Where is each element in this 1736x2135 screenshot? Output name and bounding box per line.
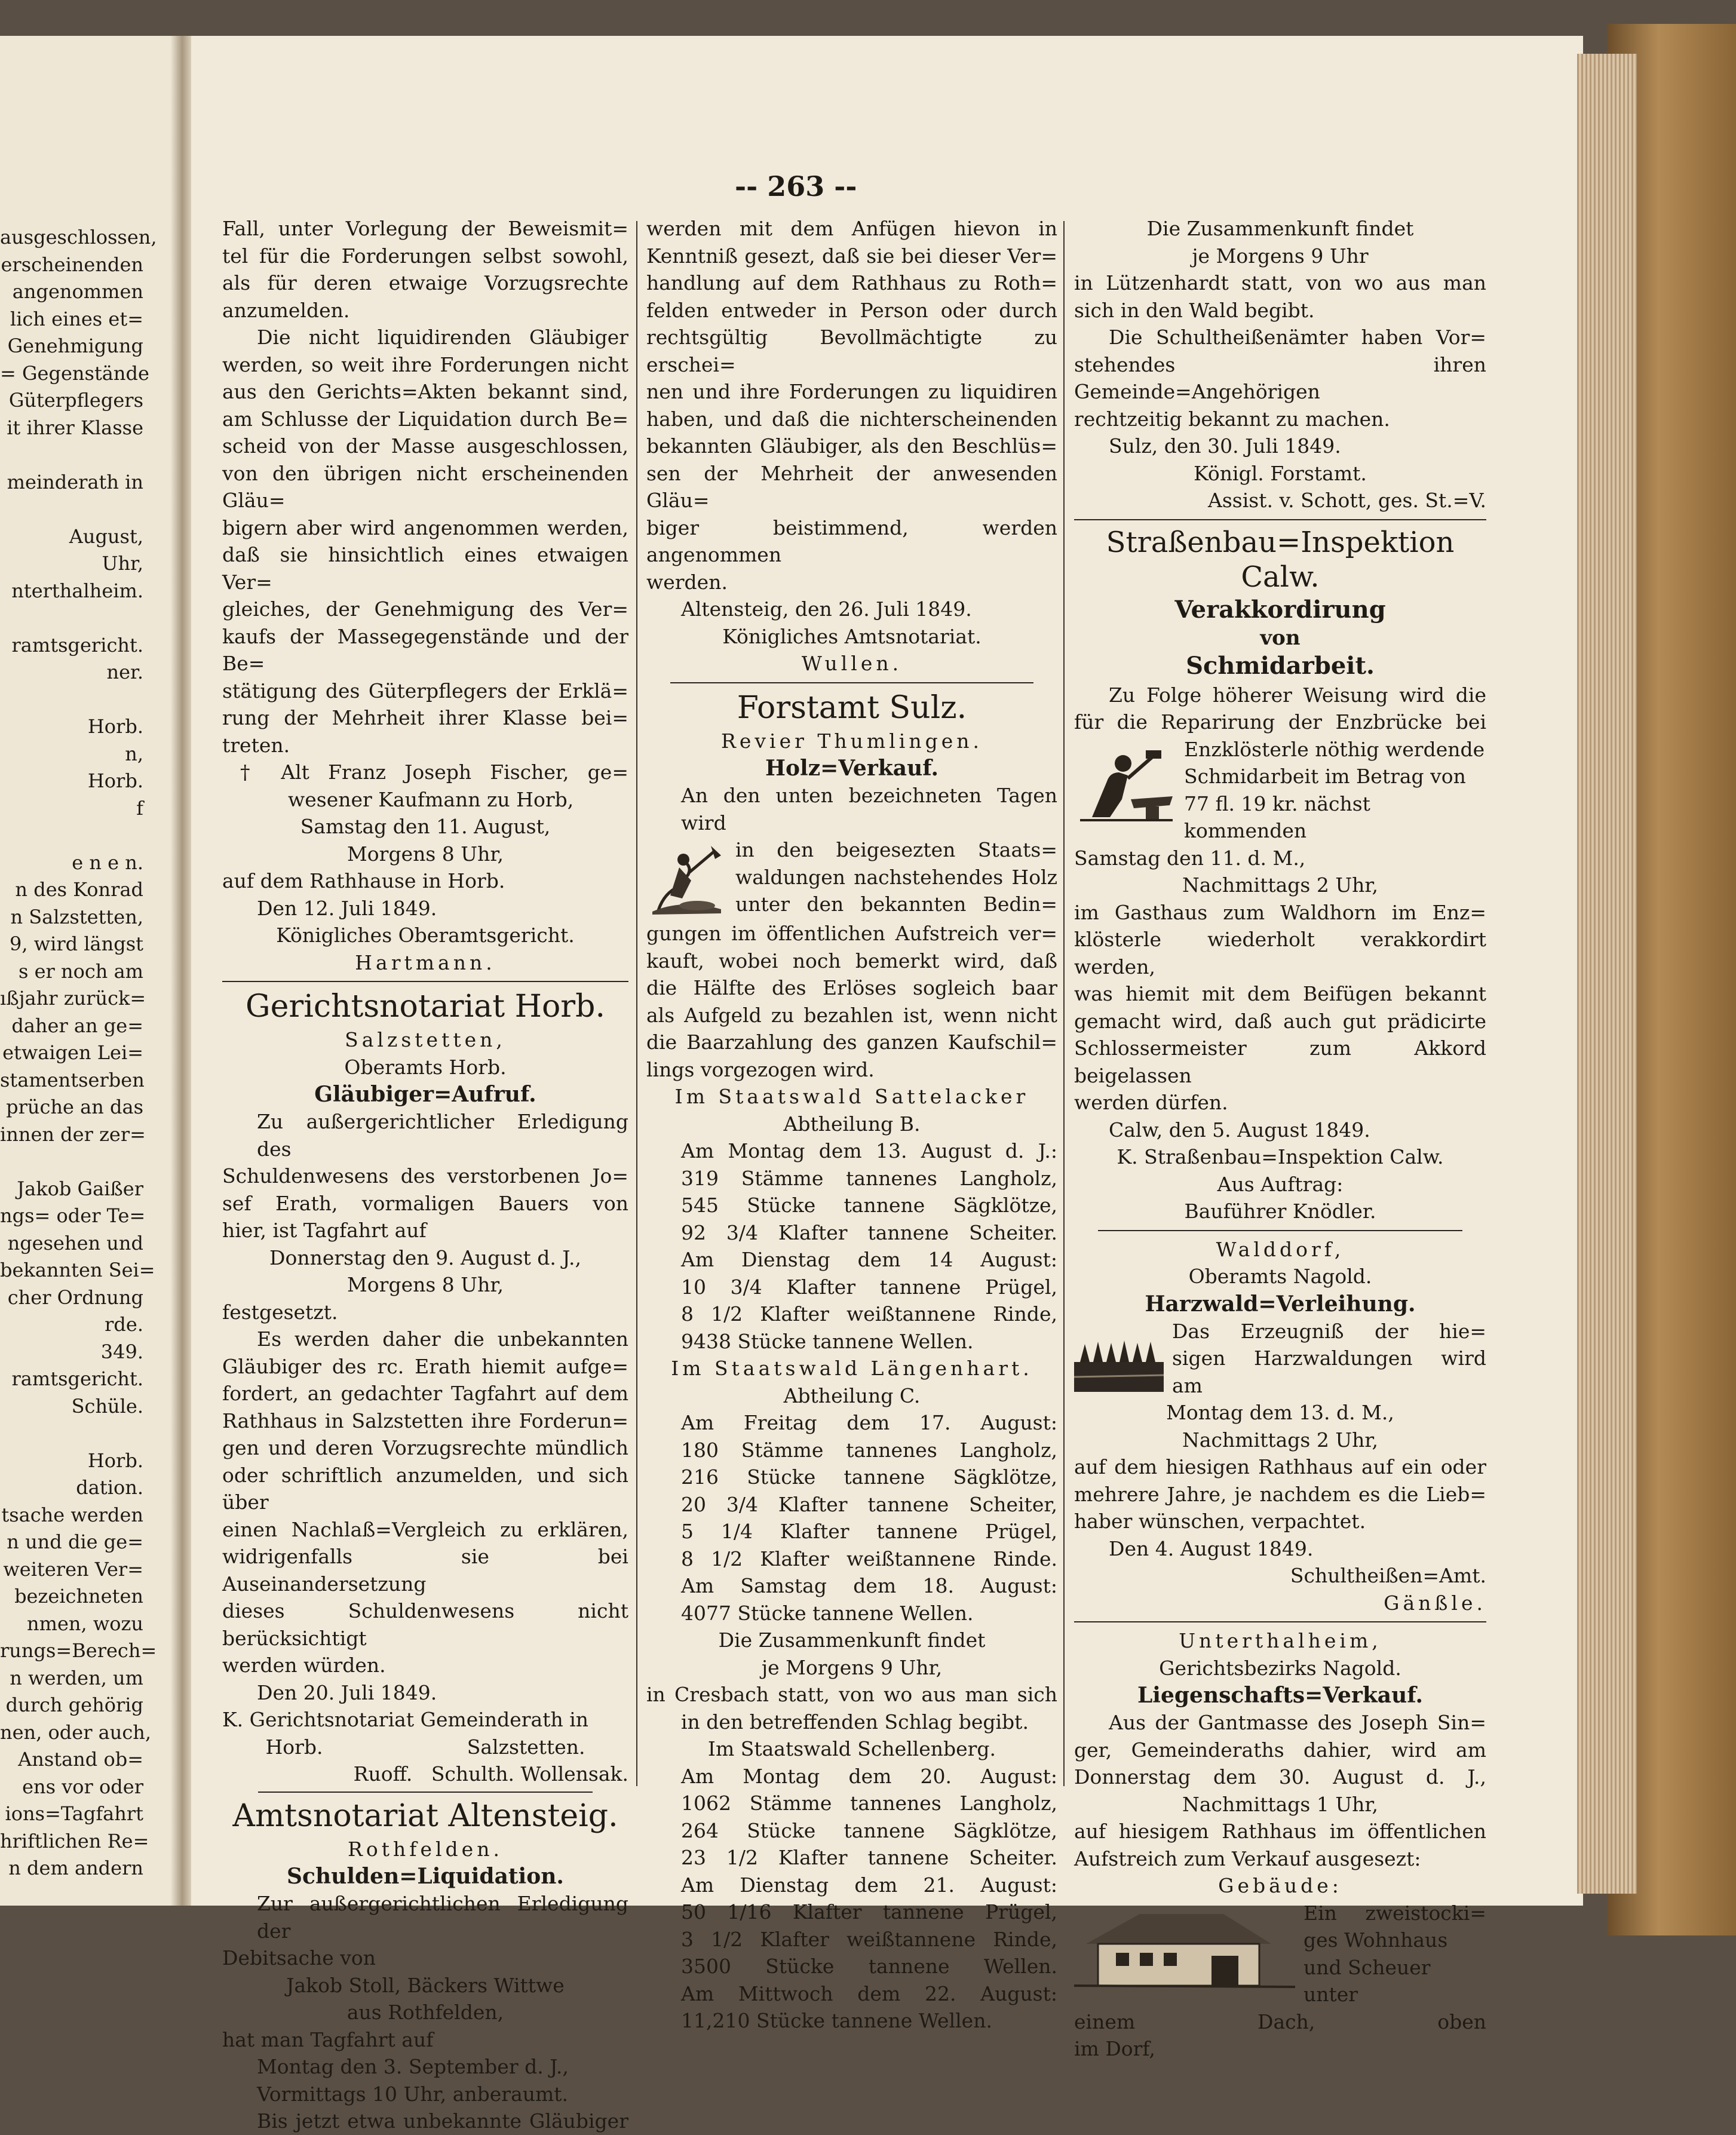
left-page-line: rde.	[105, 1313, 143, 1336]
left-page-line: Anstand ob=	[18, 1748, 143, 1771]
page-edges	[1577, 54, 1637, 1894]
left-page-line: erscheinenden	[1, 253, 143, 276]
left-page-line: bekannten Sei=	[0, 1259, 155, 1281]
signature-line: Horb. Salzstetten.	[265, 1735, 585, 1759]
left-page-line: ramtsgericht.	[11, 633, 143, 657]
notice-forstamt-sulz	[646, 688, 1057, 2035]
text-line: als für deren etwaige Vorzugsrechte	[222, 271, 628, 295]
text-line: Fall, unter Vorlegung der Beweismit=	[222, 217, 628, 240]
left-page-line: dation.	[76, 1476, 143, 1499]
text-line: werden dürfen.	[1074, 1091, 1228, 1114]
section-rule	[1074, 519, 1486, 520]
left-page-line: Uhr,	[102, 552, 143, 575]
wood-lot-line: 180 Stämme tannenes Langholz,	[681, 1438, 1057, 1462]
text-line: mehrere Jahre, je nachdem es die Lieb=	[1074, 1482, 1486, 1506]
wood-lot-line: 4077 Stücke tannene Wellen.	[681, 1601, 974, 1625]
left-page-line	[0, 441, 143, 469]
text-line: kaufs der Massegegenstände und der Be=	[222, 624, 628, 675]
left-page-line	[0, 1148, 143, 1176]
notice-subtitle: von	[1260, 625, 1301, 650]
text-line: Aufstreich zum Verkauf ausgesezt:	[1074, 1846, 1421, 1870]
left-page-line: nen, oder auch,	[0, 1720, 152, 1744]
left-page-line: daher an ge=	[11, 1014, 143, 1037]
notice-walddorf	[1074, 1236, 1486, 1617]
column-rule	[1063, 221, 1065, 1786]
text-line: lings vorgezogen wird.	[646, 1057, 875, 1081]
text-line: hier, ist Tagfahrt auf	[222, 1219, 427, 1242]
date-line: Vormittags 10 Uhr, anberaumt.	[257, 2082, 569, 2106]
text-line: haben, und daß die nichterscheinenden	[646, 407, 1057, 431]
text-line: für die Reparirung der Enzbrücke bei	[1074, 710, 1486, 734]
left-page-line: ngs= oder Te=	[0, 1204, 146, 1227]
text-line: auf dem Rathhause in Horb.	[222, 869, 505, 892]
wood-lot-line: 319 Stämme tannenes Langholz,	[681, 1166, 1057, 1190]
left-page-line: ramtsgericht.	[11, 1367, 143, 1390]
wood-lot-line: 545 Stücke tannene Sägklötze,	[681, 1194, 1057, 1217]
text-line: werden mit dem Anfügen hievon in	[646, 217, 1057, 240]
text-line: Schmidarbeit im Betrag von	[1184, 765, 1466, 788]
wood-lot-line: 264 Stücke tannene Sägklötze,	[681, 1818, 1057, 1842]
notice-title: Forstamt Sulz.	[737, 689, 967, 726]
place-line: Unterthalheim,	[1179, 1629, 1382, 1652]
text-line: sen der Mehrheit der anwesenden Gläu=	[646, 461, 1057, 512]
text-line: die Baarzahlung des ganzen Kaufschil=	[646, 1030, 1057, 1054]
text-line: in den betreffenden Schlag begibt.	[681, 1710, 1029, 1734]
text-line: in Cresbach statt, von wo aus man sich	[646, 1683, 1057, 1706]
wood-lot-line: 8 1/2 Klafter weißtannene Rinde.	[681, 1547, 1057, 1570]
text-line: Kenntniß gesezt, daß sie bei dieser Ver=	[646, 244, 1057, 268]
text-line: unter den bekannten Bedin=	[735, 892, 1057, 916]
left-page-line: weiteren Ver=	[3, 1557, 143, 1581]
dated-line: Den 20. Juli 1849.	[257, 1680, 437, 1704]
text-line: in den beigesezten Staats=	[735, 838, 1057, 861]
text-line: Zu Folge höherer Weisung wird die	[1109, 683, 1486, 707]
text-line: die Hälfte des Erlöses sogleich baar	[646, 976, 1057, 999]
section-rule	[1098, 1230, 1462, 1231]
text-line: Zu außergerichtlicher Erledigung des	[257, 1110, 628, 1161]
left-page-line	[0, 1420, 143, 1447]
left-page-line: n Salzstetten,	[10, 905, 143, 928]
dated-line: Sulz, den 30. Juli 1849.	[1109, 434, 1341, 458]
notice-title: Gerichtsnotariat Horb.	[246, 989, 605, 1024]
date-line: Montag den 3. September d. J.,	[257, 2055, 569, 2078]
text-line: Ein zweistocki=	[1303, 1901, 1486, 1925]
wood-lot-line: 20 3/4 Klafter tannene Scheiter,	[681, 1492, 1057, 1516]
text-line: Die Schultheißenämter haben Vor=	[1109, 326, 1486, 349]
date-line: Donnerstag den 9. August d. J.,	[269, 1246, 581, 1269]
book-gutter	[170, 36, 194, 1906]
left-page-line: ıßjahr zurück=	[0, 987, 146, 1010]
left-page-line: e n e n.	[72, 851, 143, 874]
left-page-line: Güterpflegers	[8, 389, 143, 412]
column-1	[222, 215, 628, 2135]
wood-lot-line: Am Montag dem 13. August d. J.:	[681, 1139, 1057, 1162]
signature: Assist. v. Schott, ges. St.=V.	[1208, 489, 1486, 512]
date-line: Montag dem 13. d. M.,	[1166, 1401, 1394, 1424]
text-line: auf dem hiesigen Rathhaus auf ein oder	[1074, 1455, 1486, 1478]
text-line: scheid von der Masse ausgeschlossen,	[222, 434, 628, 458]
notice-strassenbau-calw	[1074, 525, 1486, 1225]
text-line: dieses Schuldenwesens nicht berücksichtigt	[222, 1599, 628, 1650]
text-line: von den übrigen nicht erscheinenden Gläu=	[222, 461, 628, 512]
left-page-line: Horb.	[87, 715, 143, 738]
left-page-line: angenommen	[12, 280, 143, 303]
meeting-line: je Morgens 9 Uhr	[1192, 244, 1369, 268]
left-page-line: August,	[69, 524, 143, 548]
left-page-line: etwaigen Lei=	[2, 1041, 143, 1064]
left-page-line	[0, 605, 143, 632]
text-line: Zur außergerichtlichen Erledigung der	[257, 1892, 628, 1943]
text-line: anzumelden.	[222, 298, 350, 322]
section-rule	[222, 981, 628, 982]
text-line: Samstag den 11. d. M.,	[1074, 846, 1306, 870]
wood-lot-line: Am Samstag dem 18. August:	[681, 1574, 1057, 1597]
text-line: einen Nachlaß=Vergleich zu erklären,	[222, 1517, 628, 1541]
text-line: Gläubiger des rc. Erath hiemit aufge=	[222, 1354, 628, 1378]
left-page-line: ens vor oder	[22, 1775, 143, 1798]
dated-line: Calw, den 5. August 1849.	[1109, 1118, 1370, 1142]
wood-lot-line: Am Dienstag dem 14 August:	[681, 1248, 1057, 1271]
notice-subtitle: Harzwald=Verleihung.	[1145, 1291, 1416, 1317]
time-line: Nachmittags 1 Uhr,	[1182, 1792, 1379, 1816]
text-line: Enzklösterle nöthig werdende	[1184, 737, 1485, 761]
signature: Bauführer Knödler.	[1184, 1200, 1376, 1223]
section-rule	[1074, 1621, 1486, 1622]
text-line: am Schlusse der Liquidation durch Be=	[222, 407, 628, 431]
left-page-line: hriftlichen Re=	[0, 1829, 149, 1852]
column-rule	[636, 221, 637, 1786]
left-page-line: n dem andern	[8, 1857, 143, 1879]
left-page-column	[0, 224, 157, 1882]
farmhouse-icon	[1074, 1902, 1295, 1992]
left-page-line: nmen, wozu	[27, 1612, 143, 1635]
left-page-line: bezeichneten	[14, 1585, 143, 1608]
place-line: Rothfelden.	[348, 1837, 503, 1861]
wood-lot-line: 11,210 Stücke tannene Wellen.	[681, 2009, 992, 2032]
text-line: was hiemit mit dem Beifügen bekannt	[1074, 982, 1486, 1005]
forest-name: Im Staatswald Schellenberg.	[707, 1737, 996, 1760]
text-line: werden, so weit ihre Forderungen nicht	[222, 352, 628, 376]
text-line: sich in den Wald begibt.	[1074, 298, 1315, 322]
left-page-line: cher Ordnung	[7, 1286, 143, 1309]
text-line: bekannten Gläubiger, als den Beschlüs=	[646, 434, 1057, 458]
text-line: ges Wohnhaus	[1303, 1928, 1448, 1952]
section-rule	[258, 1792, 593, 1793]
wood-lot-line: Am Mittwoch dem 22. August:	[681, 1981, 1057, 2005]
forest-division: Abtheilung C.	[783, 1384, 921, 1407]
wood-lot-line: 216 Stücke tannene Sägklötze,	[681, 1465, 1057, 1489]
notice-title: Amtsnotariat Altensteig.	[232, 1797, 618, 1834]
left-page-line: s er noch am	[19, 959, 143, 983]
text-line: Es werden daher die unbekannten	[257, 1327, 628, 1351]
notice-subtitle: Verakkordirung	[1174, 595, 1386, 624]
text-line: werden würden.	[222, 1654, 386, 1677]
column-2	[646, 215, 1057, 2035]
forest-name: Im Staatswald Längenhart.	[671, 1357, 1033, 1380]
left-page-line	[0, 496, 143, 523]
left-page-line: tsache werden	[1, 1503, 143, 1526]
text-line: bigern aber wird angenommen werden,	[222, 516, 628, 539]
left-page-line: Genehmigung	[7, 335, 143, 357]
text-line: Das Erzeugniß der hie=	[1172, 1319, 1486, 1343]
text-line: Schlossermeister zum Akkord beigelassen	[1074, 1036, 1486, 1087]
text-line: Aus der Gantmasse des Joseph Sin=	[1109, 1711, 1486, 1734]
wood-lot-line: 3500 Stücke tannene Wellen.	[681, 1955, 1057, 1978]
signature: Wullen.	[801, 652, 903, 675]
wood-lot-line: 10 3/4 Klafter tannene Prügel,	[681, 1275, 1057, 1299]
wood-lot-line: 1062 Stämme tannenes Langholz,	[681, 1792, 1057, 1815]
meeting-line: Die Zusammenkunft findet	[1146, 217, 1414, 240]
signature: Hartmann.	[355, 950, 496, 974]
left-page-line: = Gegenstände	[0, 361, 149, 385]
left-page-line: rungs=Berech=	[0, 1639, 157, 1662]
wood-lot-line: 92 3/4 Klafter tannene Scheiter.	[681, 1220, 1057, 1244]
notice-title: Calw.	[1241, 560, 1320, 594]
notice-gerichtsnotariat-horb	[222, 987, 628, 1788]
place-line: Walddorf,	[1216, 1237, 1345, 1261]
text-line: † Alt Franz Joseph Fischer, ge=	[240, 760, 628, 784]
text-line: Rathhaus in Salzstetten ihre Forderun=	[222, 1409, 628, 1432]
text-line: treten.	[222, 733, 290, 757]
smith-icon	[1074, 740, 1176, 823]
wood-lot-line: 3 1/2 Klafter weißtannene Rinde,	[681, 1927, 1057, 1951]
text-line: festgesetzt.	[222, 1300, 338, 1324]
text-line: rechtzeitig bekannt zu machen.	[1074, 407, 1390, 431]
text-line: gemacht wird, daß auch gut prädicirte	[1074, 1009, 1486, 1033]
left-page-line: n des Konrad	[15, 878, 143, 901]
date-line: Morgens 8 Uhr,	[347, 842, 504, 866]
text-line: 77 fl. 19 kr. nächst kommenden	[1184, 792, 1370, 842]
text-line: fordert, an gedachter Tagfahrt auf dem	[222, 1382, 628, 1405]
authority: Schultheißen=Amt.	[1290, 1564, 1486, 1587]
forest-division: Abtheilung B.	[783, 1112, 921, 1136]
text-line: Debitsache von	[222, 1946, 376, 1970]
wood-lot-line: Am Dienstag dem 21. August:	[681, 1873, 1057, 1897]
text-line: im Gasthaus zum Waldhorn im Enz=	[1074, 900, 1486, 924]
text-line: tel für die Forderungen selbst sowohl,	[222, 244, 628, 268]
text-line: daß sie hinsichtlich eines etwaigen Ver=	[222, 543, 628, 594]
text-line: in Lützenhardt statt, von wo aus man	[1074, 271, 1486, 295]
authority: K. Straßenbau=Inspektion Calw.	[1117, 1145, 1444, 1168]
district-line: Gerichtsbezirks Nagold.	[1159, 1656, 1401, 1680]
left-page-line: ngesehen und	[7, 1231, 143, 1254]
text-line: und Scheuer unter	[1303, 1955, 1431, 2006]
district-line: Oberamts Horb.	[344, 1055, 507, 1079]
text-line: Schuldenwesens des verstorbenen Jo=	[222, 1164, 628, 1188]
text-line: Die nicht liquidirenden Gläubiger	[257, 326, 628, 349]
column-3	[1074, 215, 1486, 2063]
authority: Königliches Oberamtsgericht.	[276, 924, 575, 947]
page-number: -- 263 --	[735, 170, 857, 203]
place-line: Salzstetten,	[345, 1028, 506, 1051]
text-line: widrigenfalls sie bei Auseinandersetzung	[222, 1545, 628, 1596]
left-page-line	[0, 822, 143, 849]
text-line: Donnerstag dem 30. August d. J.,	[1074, 1765, 1486, 1789]
left-page-line: prüche an das	[6, 1096, 143, 1118]
left-page-line: n und die ge=	[7, 1530, 143, 1553]
notice-amtsnotariat-altensteig	[222, 1796, 628, 2135]
text-line: sigen Harzwaldungen wird	[1172, 1346, 1486, 1370]
left-page-line: Jakob Gaißer	[17, 1177, 143, 1200]
text-line: auf hiesigem Rathhaus im öffentlichen	[1074, 1820, 1486, 1843]
wood-lot-line: 23 1/2 Klafter tannene Scheiter.	[681, 1846, 1057, 1869]
left-page-line: ions=Tagfahrt	[5, 1802, 143, 1825]
text-line: ger, Gemeinderaths dahier, wird am	[1074, 1738, 1486, 1762]
dated-line: Den 12. Juli 1849.	[257, 896, 437, 920]
forest-name: Im Staatswald Sattelacker	[674, 1085, 1029, 1108]
text-line: gen und deren Vorzugsrechte mündlich	[222, 1436, 628, 1459]
text-line: stätigung des Güterpflegers der Erklä=	[222, 679, 628, 703]
notice-subtitle: Schmidarbeit.	[1186, 651, 1375, 680]
left-page-line: lich eines et=	[10, 307, 143, 330]
wood-lot-line: 5 1/4 Klafter tannene Prügel,	[681, 1520, 1057, 1543]
text-line: handlung auf dem Rathhaus zu Roth=	[646, 271, 1057, 295]
text-line: im Dorf,	[1074, 2037, 1155, 2060]
meeting-line: je Morgens 9 Uhr,	[761, 1655, 943, 1679]
text-line: waldungen nachstehendes Holz	[735, 865, 1057, 889]
text-line: hat man Tagfahrt auf	[222, 2027, 434, 2051]
text-line: An den unten bezeichneten Tagen wird	[681, 784, 1057, 835]
date-line: Nachmittags 2 Uhr,	[1182, 1428, 1379, 1452]
left-page-line: it ihrer Klasse	[7, 416, 143, 439]
text-line: rechtsgültig Bevollmächtigte zu erschei=	[646, 326, 1057, 376]
date-line: Samstag den 11. August,	[300, 815, 551, 838]
wood-lot-line: 50 1/16 Klafter tannene Prügel,	[681, 1900, 1057, 1924]
text-line: rung der Mehrheit ihrer Klasse bei=	[222, 706, 628, 729]
signature-line: Ruoff. Schulth. Wollensak.	[353, 1762, 628, 1786]
wood-lot-line: Am Freitag dem 17. August:	[681, 1411, 1057, 1434]
name-line: aus Rothfelden,	[346, 2001, 504, 2024]
left-page-line: innen der zer=	[0, 1122, 146, 1146]
left-page-line: f	[136, 796, 143, 820]
left-page-line: 349.	[100, 1340, 143, 1363]
time-line: Nachmittags 2 Uhr,	[1182, 873, 1379, 897]
text-line: klösterle wiederholt verakkordirt werden,	[1074, 928, 1486, 978]
signature-line: K. Gerichtsnotariat Gemeinderath in	[222, 1708, 589, 1731]
section-rule	[670, 682, 1033, 683]
text-line: haber wünschen, verpachtet.	[1074, 1510, 1366, 1533]
text-line: werden.	[646, 570, 728, 594]
notice-title: Straßenbau=Inspektion	[1106, 525, 1455, 559]
notice-subtitle: Schulden=Liquidation.	[287, 1864, 564, 1889]
text-line: aus den Gerichts=Akten bekannt sind,	[222, 380, 628, 403]
left-page-line: ner.	[106, 661, 143, 683]
text-line: biger beistimmend, werden angenommen	[646, 516, 1057, 566]
name-line: Jakob Stoll, Bäckers Wittwe	[286, 1973, 565, 1997]
section-label: Gebäude:	[1218, 1874, 1342, 1897]
district-line: Revier Thumlingen.	[721, 729, 983, 753]
left-page-line: stamentserben	[0, 1068, 145, 1091]
dated-line: Altensteig, den 26. Juli 1849.	[681, 597, 972, 621]
forest-icon	[1074, 1320, 1164, 1395]
order-line: Aus Auftrag:	[1217, 1172, 1344, 1196]
left-page-line: durch gehörig	[5, 1694, 143, 1716]
text-line: sef Erath, vormaligen Bauers von	[222, 1191, 628, 1215]
left-page-line: meinderath in	[7, 470, 143, 493]
left-page-line: 9, wird längst	[10, 932, 143, 955]
notice-subtitle: Holz=Verkauf.	[765, 756, 938, 781]
left-page-line: Schüle.	[71, 1394, 143, 1418]
left-page-line: Horb.	[87, 769, 143, 792]
text-line: einem Dach, oben	[1074, 2010, 1486, 2033]
district-line: Oberamts Nagold.	[1188, 1265, 1372, 1288]
left-page-line: n,	[125, 742, 143, 765]
text-line: gungen im öffentlichen Aufstreich ver=	[646, 922, 1057, 945]
wood-lot-line: Am Montag dem 20. August:	[681, 1764, 1057, 1788]
wood-lot-line: 9438 Stücke tannene Wellen.	[681, 1329, 974, 1353]
date-line: Morgens 8 Uhr,	[347, 1273, 504, 1296]
text-line: als Aufgeld zu bezahlen ist, wenn nicht	[646, 1003, 1057, 1027]
authority: Königl. Forstamt.	[1194, 461, 1367, 485]
notice-unterthalheim	[1074, 1627, 1486, 2063]
text-line: wesener Kaufmann zu Horb,	[288, 787, 574, 811]
left-page-line	[0, 686, 143, 714]
text-line: felden entweder in Person oder durch	[646, 298, 1057, 322]
wood-lot-line: 8 1/2 Klafter weißtannene Rinde,	[681, 1302, 1057, 1326]
text-line: gleiches, der Genehmigung des Ver=	[222, 597, 628, 621]
left-page-line: n werden, um	[10, 1666, 143, 1689]
text-line: stehendes ihren Gemeinde=Angehörigen	[1074, 352, 1486, 403]
dated-line: Den 4. August 1849.	[1109, 1536, 1314, 1560]
left-page-line: nterthalheim.	[11, 579, 143, 602]
meeting-line: Die Zusammenkunft findet	[718, 1628, 986, 1652]
notice-subtitle: Gläubiger=Aufruf.	[314, 1082, 536, 1107]
notice-continuation	[222, 215, 628, 976]
text-line: oder schriftlich anzumelden, und sich über	[222, 1463, 628, 1514]
text-line: kauft, wobei noch bemerkt wird, daß	[646, 949, 1057, 973]
text-line: am	[1172, 1373, 1203, 1397]
notice-subtitle: Liegenschafts=Verkauf.	[1137, 1683, 1424, 1708]
left-page-line: ausgeschlossen,	[0, 226, 157, 249]
authority: Königliches Amtsnotariat.	[722, 624, 982, 648]
woodcutter-icon	[646, 839, 727, 916]
signature: Gänßle.	[1384, 1591, 1486, 1615]
text-line: nen und ihre Forderungen zu liquidiren	[646, 380, 1057, 403]
left-page-line: Horb.	[87, 1449, 143, 1472]
text-line: Bis jetzt etwa unbekannte Gläubiger	[257, 2109, 628, 2133]
